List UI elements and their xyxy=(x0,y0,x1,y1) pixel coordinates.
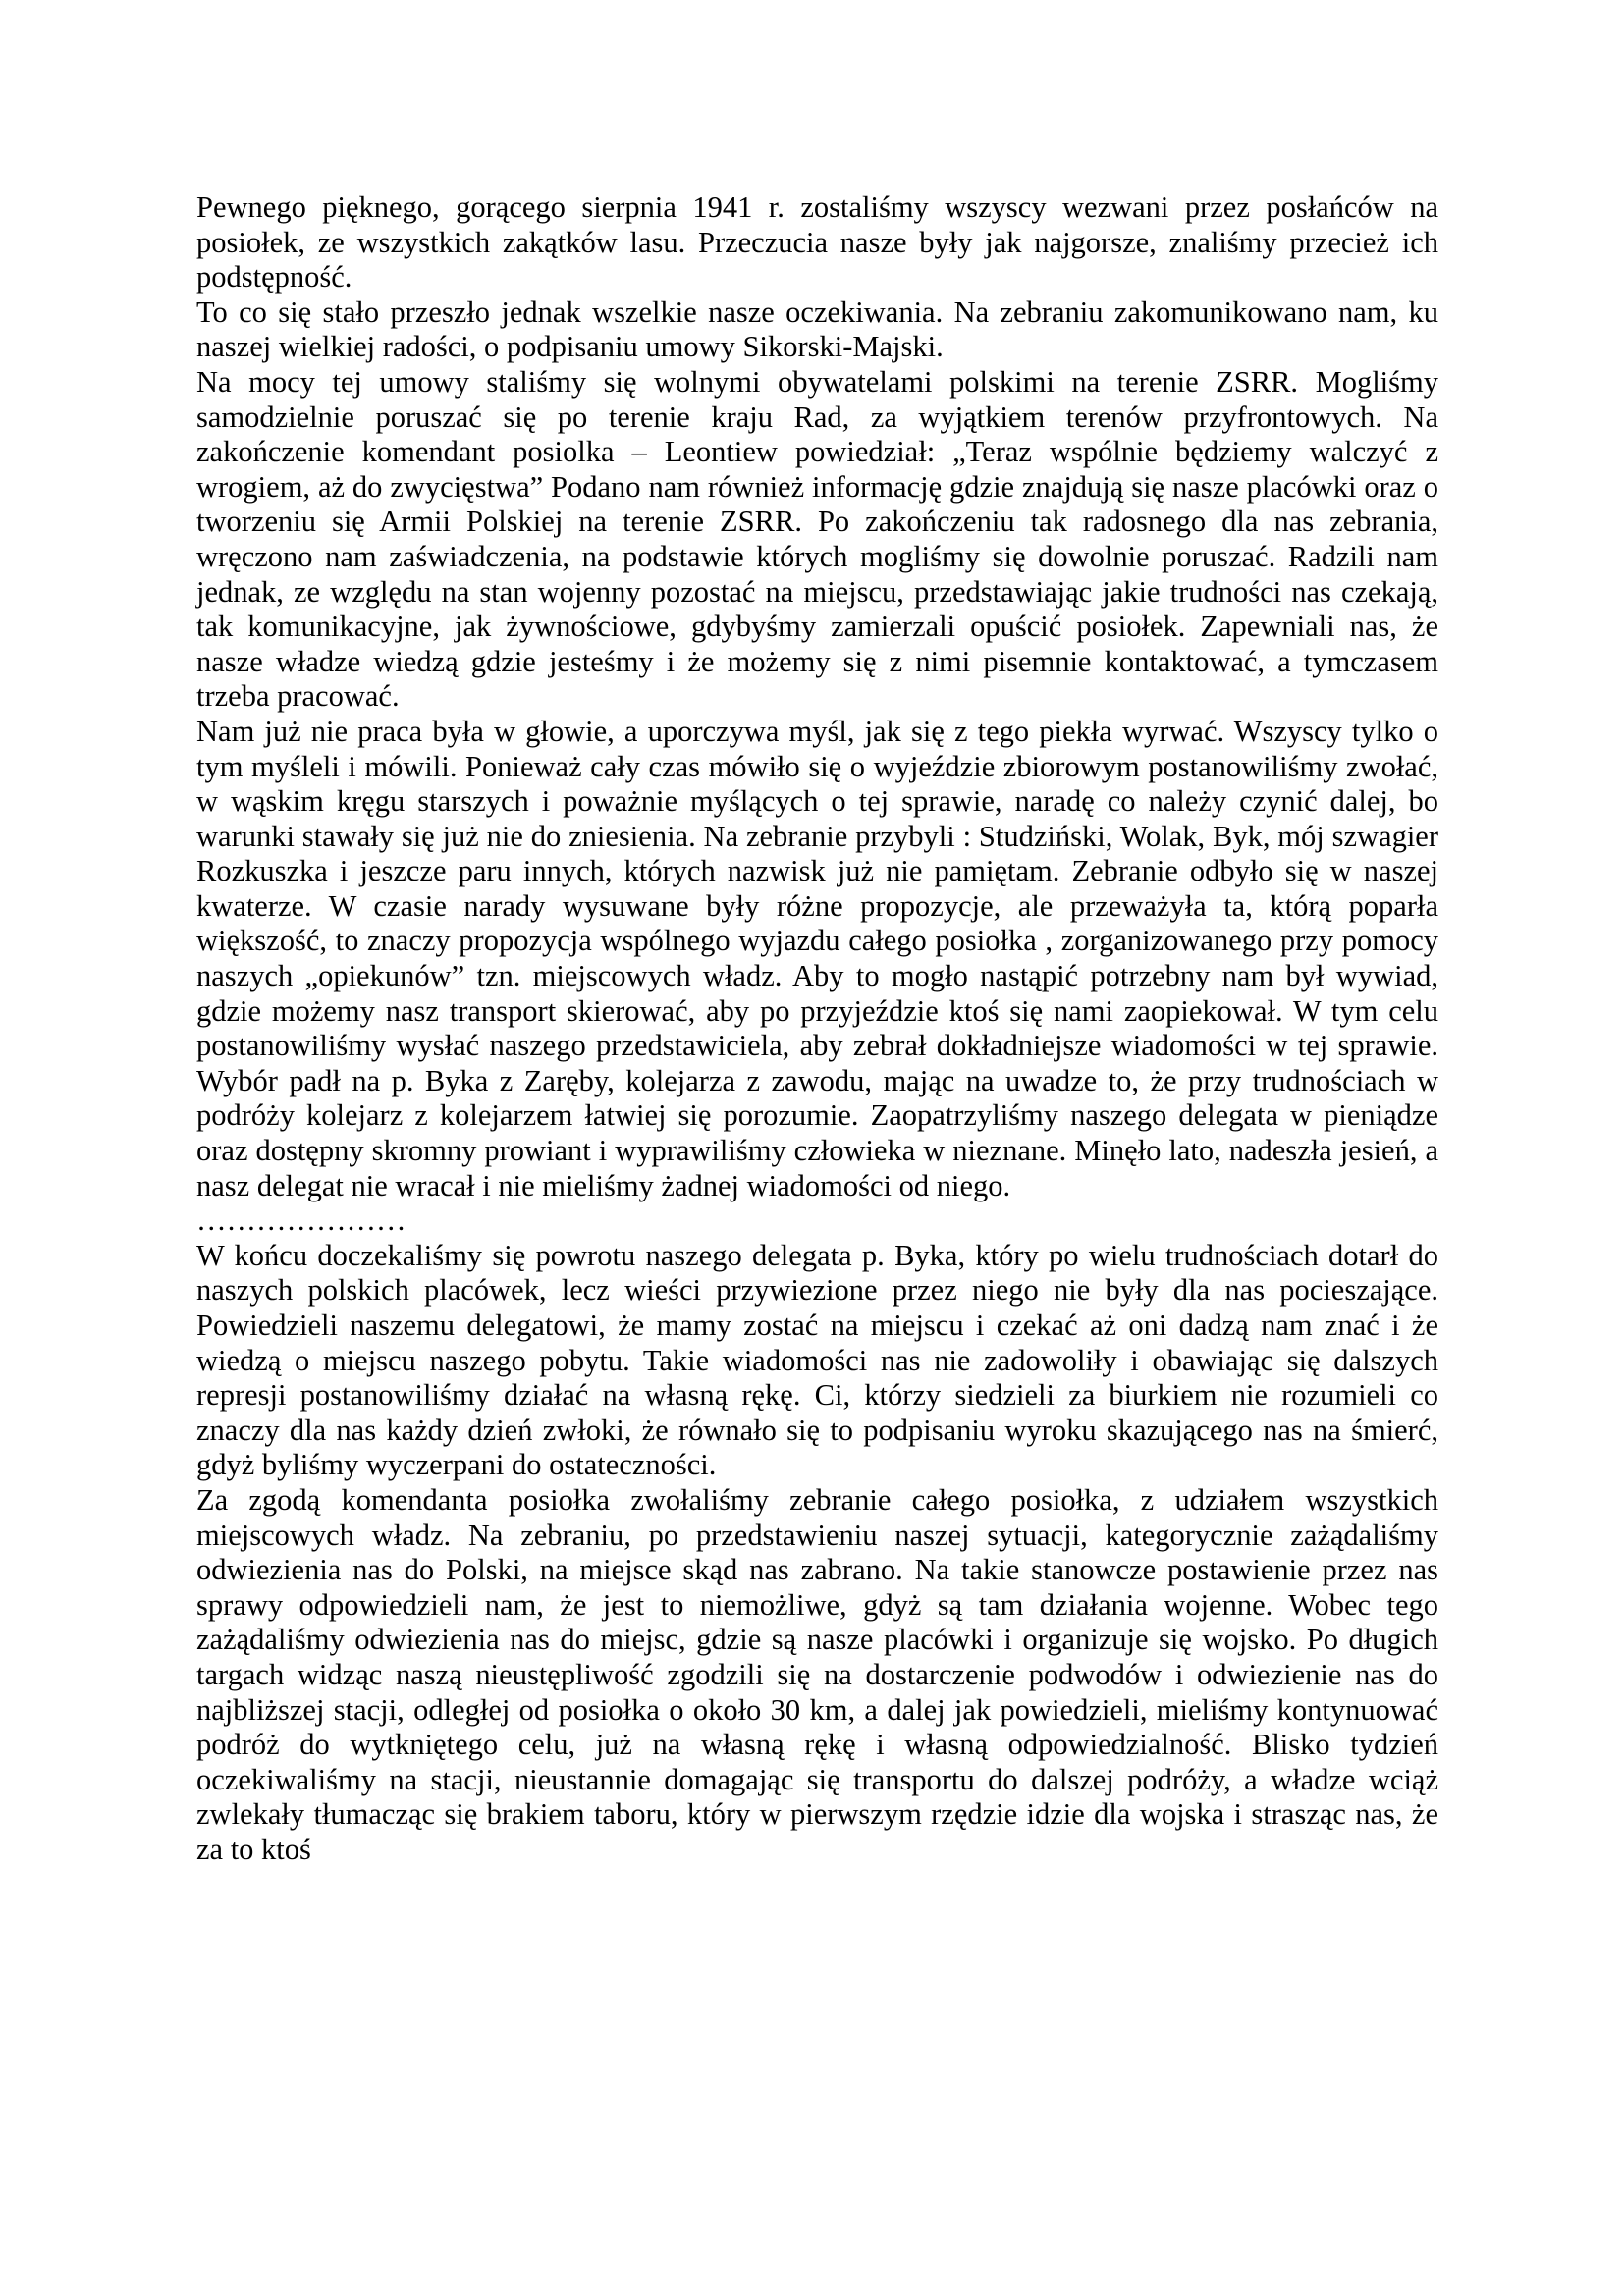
paragraph: To co się stało przeszło jednak wszelkie nasze oczekiwania. Na zebraniu zakomunikowano nam, ku naszej wielkiej radości, o podpisaniu umowy Sikorski-Majski. xyxy=(196,294,1438,364)
ellipsis-separator: ………………… xyxy=(196,1203,406,1238)
paragraph: W końcu doczekaliśmy się powrotu naszego delegata p. Byka, który po wielu trudnościach dotarł do naszych polskich placówek, lecz wieści przywiezione przez niego nie były dla nas pocieszające. Powiedzieli naszemu delegatowi, że mamy zostać na miejscu i czekać aż oni dadzą nam znać i że wiedzą o miejscu naszego pobytu. Takie wiadomości nas nie zadowoliły i obawiając się dalszych represji postanowiliśmy działać na własną rękę. Ci, którzy siedzieli za biurkiem nie rozumieli co znaczy dla nas każdy dzień zwłoki, że równało się to podpisaniu wyroku skazującego nas na śmierć, gdyż byliśmy wyczerpani do ostateczności. xyxy=(196,1238,1438,1482)
document-body xyxy=(196,190,1438,1868)
paragraph: Za zgodą komendanta posiołka zwołaliśmy zebranie całego posiołka, z udziałem wszystkich miejscowych władz. Na zebraniu, po przedstawieniu naszej sytuacji, kategorycznie zażądaliśmy odwiezienia nas do Polski, na miejsce skąd nas zabrano. Na takie stanowcze postawienie przez nas sprawy odpowiedzieli nam, że jest to niemożliwe, gdyż są tam działania wojenne. Wobec tego zażądaliśmy odwiezienia nas do miejsc, gdzie są nasze placówki i organizuje się wojsko. Po długich targach widząc naszą nieustępliwość zgodzili się na dostarczenie podwodów i odwiezienie nas do najbliższej stacji, odległej od posiołka o około 30 km, a dalej jak powiedzieli, mieliśmy kontynuować podróż do wytkniętego celu, już na własną rękę i własną odpowiedzialność. Blisko tydzień oczekiwaliśmy na stacji, nieustannie domagając się transportu do dalszej podróży, a władze wciąż zwlekały tłumacząc się brakiem taboru, który w pierwszym rzędzie idzie dla wojska i strasząc nas, że za to ktoś xyxy=(196,1482,1438,1866)
paragraph: Nam już nie praca była w głowie, a uporczywa myśl, jak się z tego piekła wyrwać. Wszyscy tylko o tym myśleli i mówili. Ponieważ cały czas mówiło się o wyjeździe zbiorowym postanowiliśmy zwołać, w wąskim kręgu starszych i poważnie myślących o tej sprawie, naradę co należy czynić dalej, bo warunki stawały się już nie do zniesienia. Na zebranie przybyli : Studziński, Wolak, Byk, mój szwagier Rozkuszka i jeszcze paru innych, których nazwisk już nie pamiętam. Zebranie odbyło się w naszej kwaterze. W czasie narady wysuwane były różne propozycje, ale przeważyła ta, którą poparła większość, to znaczy propozycja wspólnego wyjazdu całego posiołka , zorganizowanego przy pomocy naszych „opiekunów” tzn. miejscowych władz. Aby to mogło nastąpić potrzebny nam był wywiad, gdzie możemy nasz transport skierować, aby po przyjeździe ktoś się nami zaopiekował. W tym celu postanowiliśmy wysłać naszego przedstawiciela, aby zebrał dokładniejsze wiadomości w tej sprawie. Wybór padł na p. Byka z Zaręby, kolejarza z zawodu, mając na uwadze to, że przy trudnościach w podróży kolejarz z kolejarzem łatwiej się porozumie. Zaopatrzyliśmy naszego delegata w pieniądze oraz dostępny skromny prowiant i wyprawiliśmy człowieka w nieznane. Minęło lato, nadeszła jesień, a nasz delegat nie wracał i nie mieliśmy żadnej wiadomości od niego. xyxy=(196,714,1438,1202)
paragraph: Pewnego pięknego, gorącego sierpnia 1941 r. zostaliśmy wszyscy wezwani przez posłańców na posiołek, ze wszystkich zakątków lasu. Przeczucia nasze były jak najgorsze, znaliśmy przecież ich podstępność. xyxy=(196,190,1438,294)
paragraph: Na mocy tej umowy staliśmy się wolnymi obywatelami polskimi na terenie ZSRR. Mogliśmy samodzielnie poruszać się po terenie kraju Rad, za wyjątkiem terenów przyfrontowych. Na zakończenie komendant posiolka – Leontiew powiedział: „Teraz wspólnie będziemy walczyć z wrogiem, aż do zwycięstwa” Podano nam również informację gdzie znajdują się nasze placówki oraz o tworzeniu się Armii Polskiej na terenie ZSRR. Po zakończeniu tak radosnego dla nas zebrania, wręczono nam zaświadczenia, na podstawie których mogliśmy się dowolnie poruszać. Radzili nam jednak, ze względu na stan wojenny pozostać na miejscu, przedstawiając jakie trudności nas czekają, tak komunikacyjne, jak żywnościowe, gdybyśmy zamierzali opuścić posiołek. Zapewniali nas, że nasze władze wiedzą gdzie jesteśmy i że możemy się z nimi pisemnie kontaktować, a tymczasem trzeba pracować. xyxy=(196,364,1438,714)
